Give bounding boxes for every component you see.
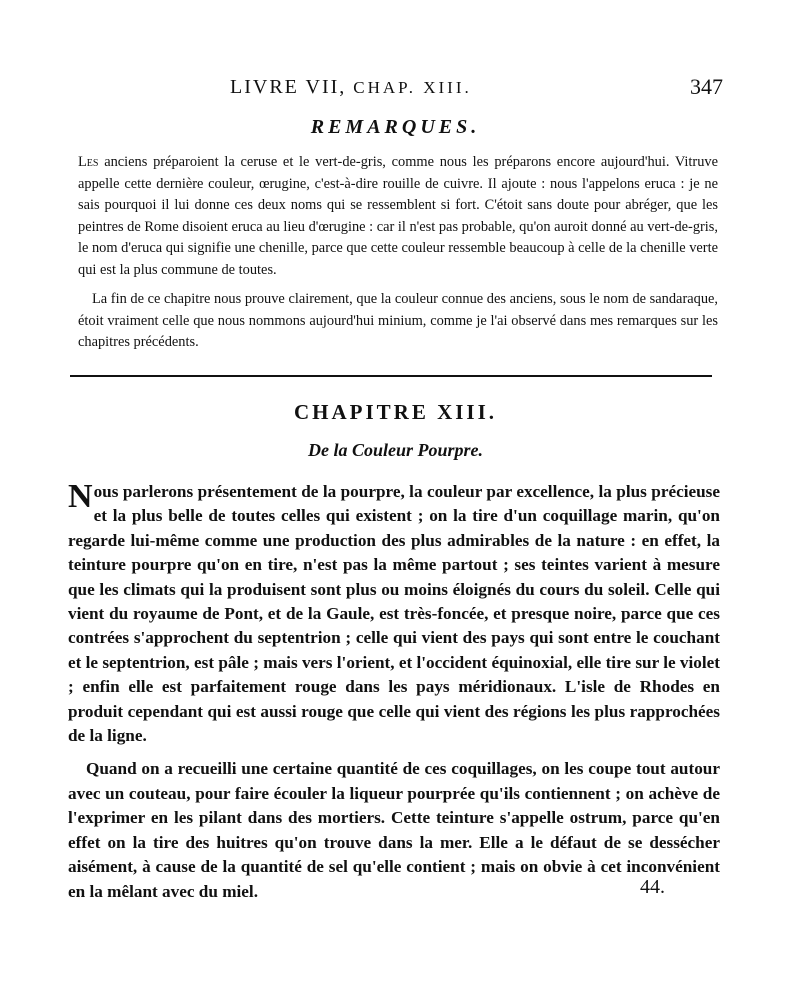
- body-paragraph-1-text: ous parlerons présentement de la pourpre, la couleur par excellence, la plus précieuse et la plus belle de toutes celles qui existent ; on la tire d'un coquillage marin, qu'on regarde lui-même comme une production des plus admirables de la nature : en effet, la teinture pourpre qu'on en tire, n'est pas la même partout ; ses teintes varient à mesure que les climats qui la produisent sont plus ou moins éloignés du cours du soleil. Celle qui vient du royaume de Pont, et de la Gaule, est très-foncée, et presque noire, parce que ces contrées s'approchent du septentrion ; celle qui vient des pays qui sont entre le couchant et le septentrion, est pâle ; mais vers l'orient, et l'occident équinoxial, elle tire sur le violet ; enfin elle est parfaitement rouge dans les pays méridionaux. L'isle de Rhodes en produit cependant qui est aussi rouge que celle qui vient des régions les plus rapprochées de la ligne.: [68, 482, 720, 746]
- remarques-paragraph-2: La fin de ce chapitre nous prouve clairement, que la couleur connue des anciens, sous le nom de sandaraque, étoit vraiment celle que nous nommons aujourd'hui minium, comme je l'ai observé dans mes remarques sur les chapitres précédents.: [78, 291, 718, 350]
- running-title: LIVRE VII,: [230, 76, 347, 98]
- chapter-subtitle: De la Couleur Pourpre.: [307, 440, 484, 460]
- chapter-title: CHAPITRE XIII.: [293, 400, 498, 424]
- page-number: 347: [690, 74, 723, 99]
- remarques-lead-word: Les: [78, 154, 99, 170]
- body-paragraph-1: [68, 480, 720, 748]
- body-paragraph-2: Quand on a recueilli une certaine quantité de ces coquillages, on les coupe tout autour avec un couteau, pour faire écouler la liqueur pourprée qu'ils contiennent ; on achève de l'exprimer en les pilant dans des mortiers. Cette teinture s'appelle ostrum, parce qu'en effet on la tire des huitres qu'on trouve dans la mer. Elle a le défaut de se dessécher aisément, à cause de la quantité de sel qu'elle contient ; mais on obvie à cet inconvénient en la mêlant avec du miel.: [68, 759, 720, 901]
- remarques-paragraph-1-text: anciens préparoient la ceruse et le vert-de-gris, comme nous les préparons encore aujourd'hui. Vitruve appelle cette dernière couleur, œrugine, c'est-à-dire rouille de cuivre. Il ajoute : nous l'appelons eruca : je ne sais pourquoi il lui donne ces deux noms qui se ressemblent si fort. C'étoit sans doute pour abréger, que les peintres de Rome disoient eruca au lieu d'œrugine : car il n'est pas probable, qu'on auroit donné au vert-de-gris, le nom d'eruca qui signifie une chenille, parce que cette couleur ressemble beaucoup à celle de la chenille verte qui est la plus commune de toutes.: [78, 154, 718, 278]
- running-head: [230, 76, 550, 99]
- remarques-heading: REMARQUES.: [310, 116, 481, 138]
- remarques-paragraph-1: [78, 152, 718, 281]
- chapter-reference: CHAP. XIII.: [353, 78, 472, 97]
- signature-mark: 44.: [640, 876, 665, 898]
- chapter-body: [68, 480, 720, 913]
- remarques-section: [78, 152, 718, 362]
- drop-cap: N: [68, 478, 93, 515]
- section-divider: [70, 375, 712, 377]
